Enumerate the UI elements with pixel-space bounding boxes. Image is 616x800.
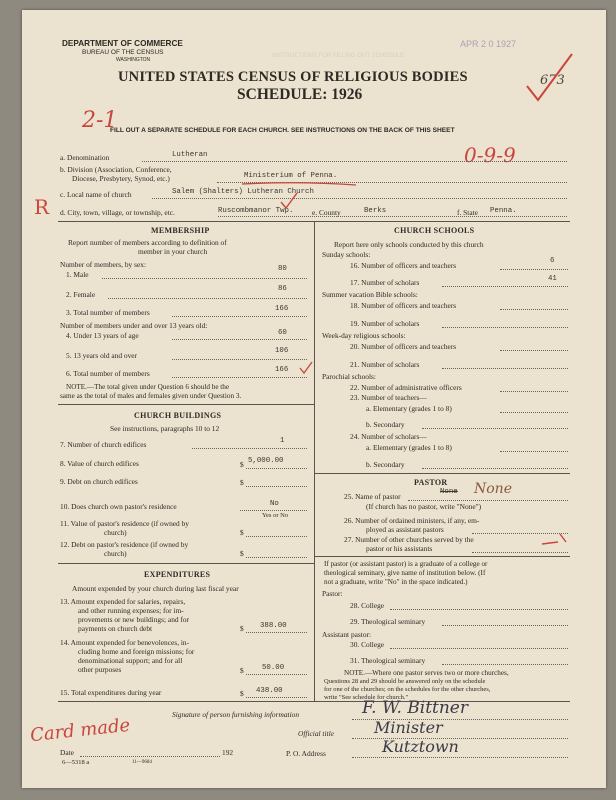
edifice-count[interactable]: 1 xyxy=(280,437,285,445)
state-label: f. State xyxy=(457,208,478,217)
bureau-name: BUREAU OF THE CENSUS xyxy=(82,49,164,56)
separate-schedule-instruction: FILL OUT A SEPARATE SCHEDULE FOR EACH CHURCH. SEE INSTRUCTIONS ON THE BACK OF THIS SHEET xyxy=(110,127,455,134)
pastor-note-2: Questions 28 and 29 should be answered only on the schedule xyxy=(324,678,486,685)
date-year: 192 xyxy=(222,748,234,757)
female-count[interactable]: 86 xyxy=(278,285,287,293)
q26-label: 26. Number of ordained ministers, if any, em- xyxy=(344,516,480,525)
expenditures-sub: Amount expended by your church during last fiscal year xyxy=(72,584,239,593)
q20-label: 20. Number of officers and teachers xyxy=(350,342,457,351)
title-label: Official title xyxy=(298,729,334,738)
q14-label: 14. Amount expended for benevolences, in- xyxy=(60,638,190,647)
edifice-value[interactable]: 5,000.00 xyxy=(248,457,284,465)
signature-value[interactable]: F. W. Bittner xyxy=(362,698,468,718)
dollar-sign: $ xyxy=(240,549,244,558)
q9-label: 9. Debt on church edifices xyxy=(60,477,138,486)
q23b-label: b. Secondary xyxy=(366,420,405,429)
yes-no-hint: Yes or No xyxy=(262,512,289,519)
assistant-sublabel: Assistant pastor: xyxy=(322,630,372,639)
by-sex-label: Number of members, by sex: xyxy=(60,260,146,269)
q7-label: 7. Number of church edifices xyxy=(60,440,147,449)
q24b-label: b. Secondary xyxy=(366,460,405,469)
pastor-name-handwritten: None xyxy=(474,481,512,497)
q22-label: 22. Number of administrative officers xyxy=(350,383,462,392)
local-name-label: c. Local name of church xyxy=(60,190,132,199)
q14-label-4: other purposes xyxy=(78,665,122,674)
q4-label: 4. Under 13 years of age xyxy=(66,331,139,340)
q5-label: 5. 13 years old and over xyxy=(66,351,138,360)
q3-label: 3. Total number of members xyxy=(66,308,150,317)
red-tick-icon xyxy=(298,360,314,376)
title-value[interactable]: Minister xyxy=(374,718,443,737)
form-subtitle: SCHEDULE: 1926 xyxy=(237,86,363,103)
form-title: UNITED STATES CENSUS OF RELIGIOUS BODIES xyxy=(118,69,468,85)
q21-label: 21. Number of scholars xyxy=(350,360,420,369)
q8-label: 8. Value of church edifices xyxy=(60,459,139,468)
membership-note: NOTE.—The total given under Question 6 should be the xyxy=(66,383,230,391)
q1-label: 1. Male xyxy=(66,270,89,279)
state-value[interactable]: Penna. xyxy=(490,207,517,215)
q13-label-2: and other running expenses; for im- xyxy=(78,606,184,615)
dollar-sign: $ xyxy=(240,478,244,487)
red-underline-icon xyxy=(240,180,360,188)
dollar-sign: $ xyxy=(240,528,244,537)
q31-label: 31. Theological seminary xyxy=(350,656,426,665)
graduate-instruction: If pastor (or assistant pastor) is a graduate of a college or xyxy=(324,560,488,568)
schools-heading: CHURCH SCHOOLS xyxy=(394,226,475,235)
q16-label: 16. Number of officers and teachers xyxy=(350,261,457,270)
dollar-sign: $ xyxy=(240,624,244,633)
schools-intro: Report here only schools conducted by this church xyxy=(334,240,484,249)
summer-label: Summer vacation Bible schools: xyxy=(322,290,418,299)
bureau-city: WASHINGTON xyxy=(116,57,151,63)
q13-label: 13. Amount expended for salaries, repairs, xyxy=(60,597,186,606)
total-members-count-2[interactable]: 166 xyxy=(275,366,289,374)
q15-label: 15. Total expenditures during year xyxy=(60,688,162,697)
signature-label: Signature of person furnishing information xyxy=(172,710,300,719)
pastor-heading: PASTOR xyxy=(414,478,448,487)
sunday-teachers-value[interactable]: 6 xyxy=(550,257,555,265)
q23a-label: a. Elementary (grades 1 to 8) xyxy=(366,404,452,413)
q12-label-2: church) xyxy=(104,549,127,558)
male-count[interactable]: 80 xyxy=(278,265,287,273)
pastor-note: NOTE.—Where one pastor serves two or more churches, xyxy=(344,669,509,677)
membership-intro-2: member in your church xyxy=(138,247,208,256)
total-expenditures-value[interactable]: 438.00 xyxy=(256,687,283,695)
red-dash-mark-icon xyxy=(540,530,570,552)
q14-label-3: denominational support; and for all xyxy=(78,656,183,665)
q29-label: 29. Theological seminary xyxy=(350,617,426,626)
q11-label-2: church) xyxy=(104,528,127,537)
membership-note-2: same as the total of males and females given under Question 3. xyxy=(60,392,242,400)
q24-label: 24. Number of scholars— xyxy=(350,432,427,441)
division-value[interactable]: Ministerium of Penna. xyxy=(244,172,338,180)
q13-label-4: payments on church debt xyxy=(78,624,153,633)
q28-label: 28. College xyxy=(350,601,385,610)
q30-label: 30. College xyxy=(350,640,385,649)
local-name-value[interactable]: Salem (Shalters) Lutheran Church xyxy=(172,188,314,196)
benevolences-value[interactable]: 50.00 xyxy=(262,664,285,672)
red-tick-icon xyxy=(278,190,300,212)
q14-label-2: cluding home and foreign missions; for xyxy=(78,647,195,656)
schedule-number: 673 xyxy=(540,73,565,88)
membership-intro: Report number of members according to definition of xyxy=(68,238,227,247)
under-13-count[interactable]: 60 xyxy=(278,329,287,337)
expenditures-heading: EXPENDITURES xyxy=(144,570,211,579)
division-label: b. Division (Association, Conference, xyxy=(60,165,172,174)
q18-label: 18. Number of officers and teachers xyxy=(350,301,457,310)
q13-label-3: provements or new buildings; and for xyxy=(78,615,190,624)
address-label: P. O. Address xyxy=(286,749,326,758)
q25-label: 25. Name of pastor xyxy=(344,492,401,501)
county-label: e. County xyxy=(312,208,341,217)
q10-label: 10. Does church own pastor's residence xyxy=(60,502,177,511)
q26-label-2: ployed as assistant pastors xyxy=(366,525,444,534)
over-13-count[interactable]: 106 xyxy=(275,347,289,355)
division-label-2: Diocese, Presbytery, Synod, etc.) xyxy=(72,174,170,183)
red-code-mark: 2-1 xyxy=(82,108,118,133)
q24a-label: a. Elementary (grades 1 to 8) xyxy=(366,443,452,452)
q27-label: 27. Number of other churches served by the xyxy=(344,535,474,544)
pastor-note-4: write "See schedule for church." xyxy=(324,694,409,701)
date-label: Date xyxy=(60,748,74,757)
city-value[interactable]: Ruscombmanor Twp. xyxy=(218,207,294,215)
form-number: 6—5318 a xyxy=(62,759,90,766)
buildings-sub: See instructions, paragraphs 10 to 12 xyxy=(110,424,220,433)
q2-label: 2. Female xyxy=(66,290,96,299)
parochial-label: Parochial schools: xyxy=(322,372,376,381)
running-expenses-value[interactable]: 388.00 xyxy=(260,622,287,630)
age-label: Number of members under and over 13 years old: xyxy=(60,321,208,330)
buildings-heading: CHURCH BUILDINGS xyxy=(134,411,222,420)
card-made-note: Card made xyxy=(29,714,132,747)
red-letter-mark: R xyxy=(34,195,50,219)
form-code: 11—9684 xyxy=(132,760,152,765)
bleed-through-text: INSTRUCTIONS FOR FILLING OUT SCHEDULE xyxy=(272,53,405,59)
address-value[interactable]: Kutztown xyxy=(382,737,459,756)
q23-label: 23. Number of teachers— xyxy=(350,393,427,402)
city-label: d. City, town, village, or township, etc. xyxy=(60,208,175,217)
q19-label: 19. Number of scholars xyxy=(350,319,420,328)
sunday-scholars-value[interactable]: 41 xyxy=(548,275,557,283)
q6-label: 6. Total number of members xyxy=(66,369,150,378)
census-schedule-sheet xyxy=(22,10,606,788)
pastor-sublabel: Pastor: xyxy=(322,589,343,598)
owns-residence-value[interactable]: No xyxy=(270,500,279,508)
denomination-value[interactable]: Lutheran xyxy=(172,151,208,159)
total-members-count[interactable]: 166 xyxy=(275,305,289,313)
q11-label: 11. Value of pastor's residence (if owned by xyxy=(60,519,189,528)
red-classification-code: 0-9-9 xyxy=(464,143,516,167)
dollar-sign: $ xyxy=(240,460,244,469)
q25-hint: (If church has no pastor, write "None") xyxy=(366,502,482,511)
received-date-stamp: APR 2 0 1927 xyxy=(460,39,517,49)
graduate-instruction-3: not a graduate, write "No" in the space indicated.) xyxy=(324,578,468,586)
denomination-label: a. Denomination xyxy=(60,153,110,162)
graduate-instruction-2: theological seminary, give name of institution below. (If xyxy=(324,569,486,577)
q12-label: 12. Debt on pastor's residence (if owned by xyxy=(60,540,189,549)
red-check-mark-icon xyxy=(522,48,582,108)
pastor-name-value[interactable]: None xyxy=(440,488,458,496)
dollar-sign: $ xyxy=(240,689,244,698)
sunday-label: Sunday schools: xyxy=(322,250,371,259)
department-name: DEPARTMENT OF COMMERCE xyxy=(62,39,183,48)
dollar-sign: $ xyxy=(240,666,244,675)
q17-label: 17. Number of scholars xyxy=(350,278,420,287)
q27-label-2: pastor or his assistants xyxy=(366,544,433,553)
pastor-note-3: for one of the churches; on the schedules for the other churches, xyxy=(324,686,491,693)
weekday-label: Week-day religious schools: xyxy=(322,331,406,340)
county-value[interactable]: Berks xyxy=(364,207,387,215)
membership-heading: MEMBERSHIP xyxy=(151,226,210,235)
